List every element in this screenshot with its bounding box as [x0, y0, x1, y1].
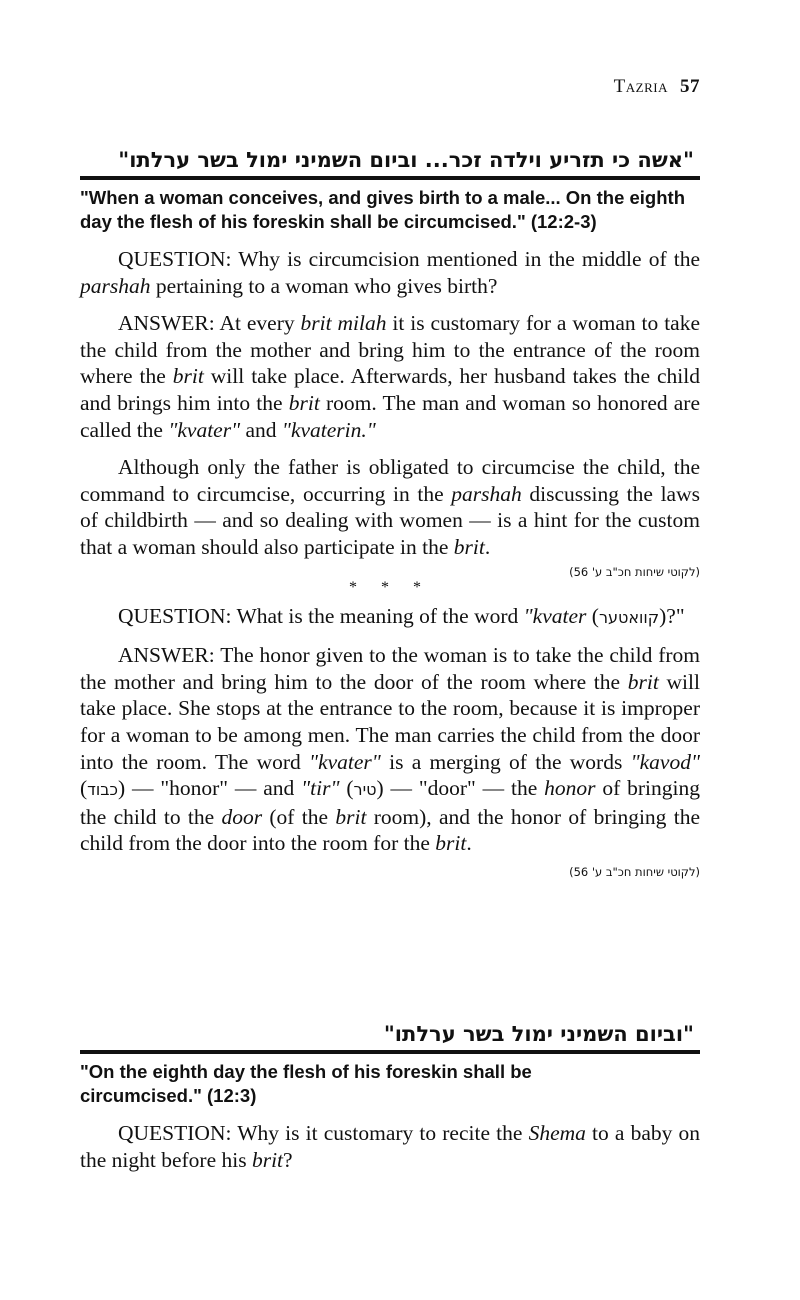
- question-paragraph: QUESTION: What is the meaning of the word "kvater (קוואטער)?": [118, 603, 685, 628]
- source-citation: (לקוטי שיחות חכ"ב ע' 56): [569, 564, 700, 579]
- heading-rule: [80, 1050, 700, 1054]
- running-head: [614, 76, 700, 98]
- page-number: 57: [680, 76, 700, 97]
- hebrew-verse-heading: "אשה כי תזריע וילדה זכר... וביום השמיני ימול בשר ערלתו": [118, 148, 694, 172]
- hebrew-verse-heading: "וביום השמיני ימול בשר ערלתו": [383, 1022, 694, 1046]
- answer-paragraph: ANSWER: The honor given to the woman is to take the child from the mother and bring him to the door of the room where the brit will take place. She stops at the entrance to the room, because it is improper for a woman to be among men. The man carries the child from the door into the room. The word "kvater" is a merging of the words "kavod" (כבוד) — "honor" — and "tir" (טיר) — "door" — the honor of bringing the child to the door (of the brit room), and the honor of bringing the child from the door into the room for the brit.: [80, 643, 700, 856]
- source-citation: (לקוטי שיחות חכ"ב ע' 56): [569, 864, 700, 879]
- section-2: [80, 1022, 700, 1173]
- answer-paragraph-continued: Although only the father is obligated to circumcise the child, the command to circumcise, occurring in the parshah discussing the laws of childbirth — and so dealing with women — is a hint for the custom that a woman should also participate in the brit.: [80, 455, 700, 559]
- answer-paragraph: ANSWER: At every brit milah it is customary for a woman to take the child from the mother and bring him to the entrance of the room where the brit will take place. Afterwards, her husband takes the child and brings him into the brit room. The man and woman so honored are called the "kvater" and "kvaterin.": [80, 311, 701, 442]
- section-separator: * * *: [349, 578, 431, 596]
- english-verse-heading: "On the eighth day the flesh of his foreskin shall be circumcised." (12:3): [80, 1061, 532, 1106]
- section-1: [80, 148, 700, 879]
- question-paragraph: QUESTION: Why is circumcision mentioned in the middle of the parshah pertaining to a woman who gives birth?: [80, 247, 700, 298]
- heading-rule: [80, 176, 700, 180]
- english-verse-heading: "When a woman conceives, and gives birth to a male... On the eighth day the flesh of his foreskin shall be circumcised." (12:2-3): [80, 187, 685, 232]
- question-paragraph: QUESTION: Why is it customary to recite the Shema to a baby on the night before his brit?: [80, 1121, 701, 1172]
- section-title: Tazria: [613, 76, 668, 97]
